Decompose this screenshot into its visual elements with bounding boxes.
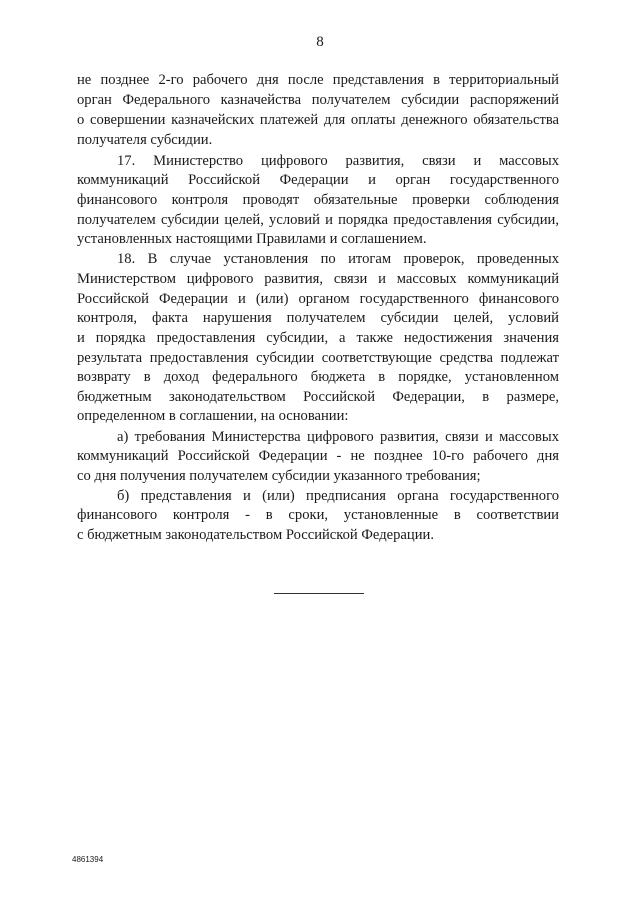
- text-line: орган Федерального казначейства получателем субсидии распоряжений: [77, 92, 559, 108]
- text-line: финансового контроля проводят обязательные проверки соблюдения: [77, 192, 559, 208]
- text-line: возврату в доход федерального бюджета в порядке, установленном: [77, 369, 559, 385]
- text-line: коммуникаций Российской Федерации - не позднее 10-го рабочего дня: [77, 448, 559, 464]
- text-line: не позднее 2-го рабочего дня после представления в территориальный: [77, 72, 559, 88]
- item-b-start: б) представления и (или) предписания органа государственного: [117, 488, 559, 504]
- text-line: Министерством цифрового развития, связи и массовых коммуникаций: [77, 271, 559, 287]
- text-line: результата предоставления субсидии соответствующие средства подлежат: [77, 350, 559, 366]
- text-line: получателем субсидии целей, условий и порядка предоставления субсидии,: [77, 212, 559, 228]
- text-line: установленных настоящими Правилами и соглашением.: [77, 231, 427, 247]
- end-divider: [274, 593, 364, 594]
- text-line: коммуникаций Российской Федерации и орган государственного: [77, 172, 559, 188]
- page-number: 8: [316, 34, 324, 50]
- text-line: о совершении казначейских платежей для оплаты денежного обязательства: [77, 112, 559, 128]
- text-line: с бюджетным законодательством Российской Федерации.: [77, 527, 434, 543]
- text-line: и порядка предоставления субсидии, а также недостижения значения: [77, 330, 559, 346]
- text-line: финансового контроля - в сроки, установленные в соответствии: [77, 507, 559, 523]
- text-line: Российской Федерации и (или) органом государственного финансового: [77, 291, 559, 307]
- paragraph-18-start: 18. В случае установления по итогам проверок, проведенных: [117, 251, 559, 267]
- text-line: определенном в соглашении, на основании:: [77, 408, 349, 424]
- text-line: со дня получения получателем субсидии указанного требования;: [77, 468, 481, 484]
- item-a-start: а) требования Министерства цифрового развития, связи и массовых: [117, 429, 559, 445]
- document-code: 4861394: [72, 855, 104, 864]
- text-line: контроля, факта нарушения получателем субсидии целей, условий: [77, 310, 559, 326]
- text-line: получателя субсидии.: [77, 132, 213, 148]
- paragraph-17-start: 17. Министерство цифрового развития, связи и массовых: [117, 153, 559, 169]
- text-line: бюджетным законодательством Российской Федерации, в размере,: [77, 389, 559, 405]
